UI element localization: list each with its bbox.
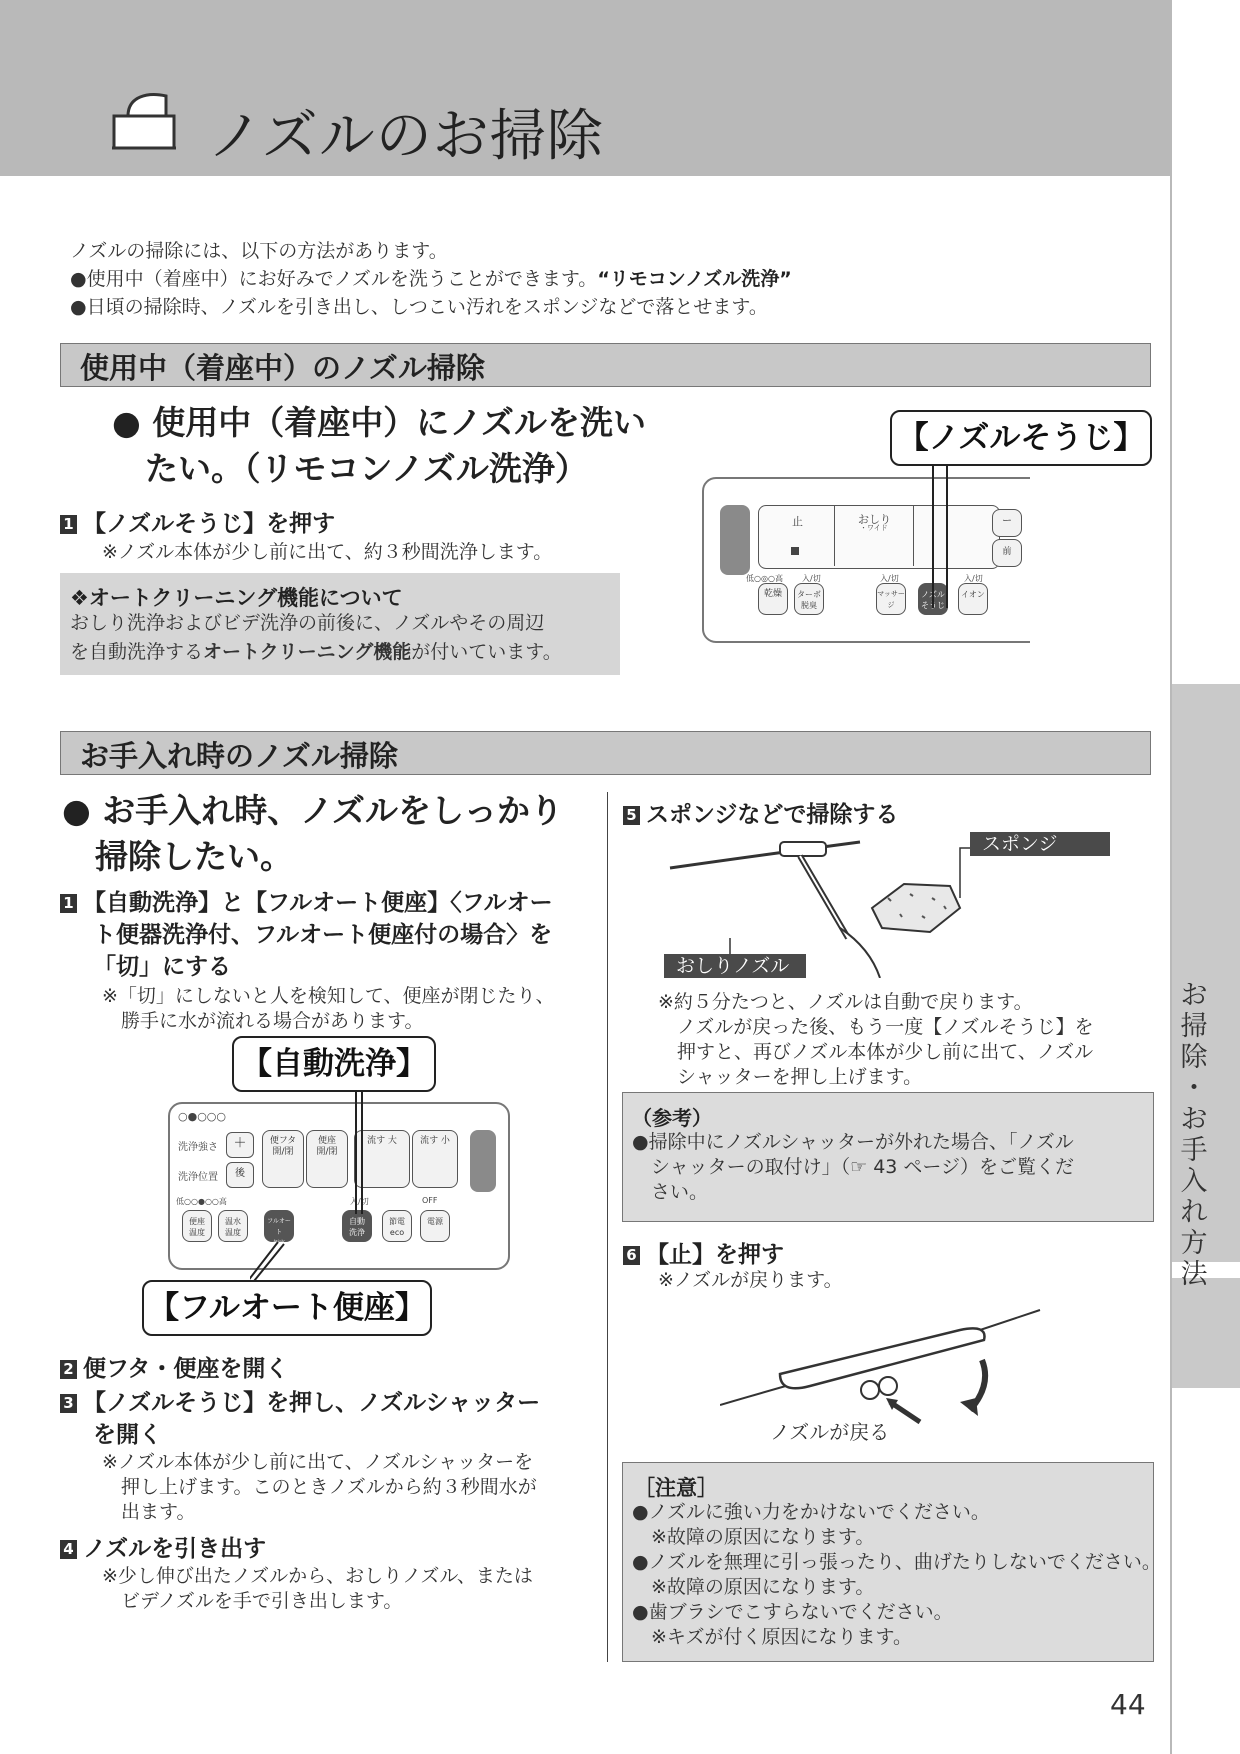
section2-heading: ● お手入れ時、ノズルをしっかり 掃除したい。	[62, 791, 563, 876]
oshiri-nozzle-tag: おしりノズル	[664, 954, 806, 978]
eco-button[interactable]: 節電 eco	[382, 1210, 412, 1242]
section2-step5-note: ※約５分たつと、ノズルは自動で戻ります。 ノズルが戻った後、もう一度【ノズルそうじ】を 押すと、再びノズル本体が少し前に出て、ノズル シャッターを押し上げます。	[658, 991, 1094, 1088]
callout-leader-1	[925, 466, 955, 616]
nozzle-clean-callout: 【ノズルそうじ】	[890, 410, 1152, 466]
reference-text: ●掃除中にノズルシャッターが外れた場合、「ノズル シャッターの取付け」（☞ 43 ページ）をご覧くだ さい。	[632, 1131, 1075, 1203]
dry-button[interactable]: 乾燥	[758, 583, 788, 615]
intro-line-3: ●日頃の掃除時、ノズルを引き出し、しつこい汚れをスポンジなどで落とせます。	[70, 296, 768, 318]
auto-flush-button[interactable]: 自動 洗浄	[342, 1210, 372, 1242]
seat-open-close-button[interactable]: 便座 開/閉	[306, 1130, 348, 1188]
section2-step5: 5 スポンジなどで掃除する	[623, 796, 898, 829]
seat-temp-button[interactable]: 便座 温度	[182, 1210, 212, 1242]
section1-heading: ● 使用中（着座中）にノズルを洗い たい。（リモコンノズル洗浄）	[112, 403, 646, 488]
side-tab-label: お 掃 除 ・ お 手 入 れ 方 法	[1180, 980, 1208, 1290]
section2-title: お手入れ時のノズル掃除	[80, 739, 398, 773]
callout-leaders-2	[250, 1090, 380, 1286]
section2-step3-note: ※ノズル本体が少し前に出て、ノズルシャッターを 押し上げます。このときノズルから約３秒間水が 出ます。	[102, 1451, 537, 1523]
section2-step1-line3: 「切」にする	[93, 954, 231, 980]
position-back-button[interactable]: 後	[226, 1162, 254, 1188]
flush-large-button[interactable]: 流す 大	[354, 1130, 410, 1188]
stop-button-label: 止	[792, 515, 803, 528]
remote-divider	[834, 506, 835, 566]
caution-text: ●ノズルに強い力をかけないでください。 ※故障の原因になります。 ●ノズルを無理に引っ張ったり、曲げたりしないでください。 ※故障の原因になります。 ●歯ブラシでこすらないでください。 ※キズが付く原因になります。	[632, 1501, 1161, 1648]
section1-step1-note: ※ノズル本体が少し前に出て、約３秒間洗浄します。	[102, 541, 553, 563]
remote-sensor	[720, 505, 750, 575]
section2-step3-line1: 3 【ノズルそうじ】を押し、ノズルシャッター	[60, 1384, 540, 1417]
remote-panel-1	[700, 475, 1030, 645]
oshiri-button-label: おしり	[858, 513, 891, 526]
remote2-onoff-label: 入/切	[350, 1197, 369, 1206]
full-auto-seat-callout: 【フルオート便座】	[142, 1280, 432, 1336]
section2-step1-line1: 1 【自動洗浄】と【フルオート便座】〈フルオー	[60, 884, 553, 917]
section2-step4-note: ※少し伸び出たノズルから、おしりノズル、または ビデノズルを手で引き出します。	[102, 1565, 533, 1612]
level-label: 低○◎○高	[746, 574, 783, 583]
page-number: 44	[1110, 1688, 1146, 1721]
section1-title: 使用中（着座中）のノズル掃除	[80, 351, 485, 385]
toilet-seat-icon	[108, 86, 182, 158]
minus-button[interactable]: ー	[992, 509, 1022, 537]
auto-flush-callout: 【自動洗浄】	[232, 1036, 436, 1092]
onoff-label-2: 入/切	[880, 574, 899, 583]
section2-step2: 2 便フタ・便座を開く	[60, 1350, 288, 1383]
lid-open-close-button[interactable]: 便フタ 開/閉	[262, 1130, 304, 1188]
water-temp-button[interactable]: 温水 温度	[218, 1210, 248, 1242]
auto-clean-text-2: を自動洗浄するオートクリーニング機能が付いています。	[70, 641, 562, 663]
flush-small-button[interactable]: 流す 小	[412, 1130, 458, 1188]
auto-clean-title: ❖オートクリーニング機能について	[70, 586, 403, 610]
onoff-label-3: 入/切	[964, 574, 983, 583]
column-divider	[607, 792, 608, 1662]
sponge-tag: スポンジ	[970, 832, 1110, 856]
ion-button[interactable]: イオン	[958, 583, 988, 615]
front-button[interactable]: 前	[992, 539, 1022, 567]
remote-divider-2	[913, 506, 914, 566]
stop-button-mark	[791, 547, 799, 555]
section2-step6-note: ※ノズルが戻ります。	[658, 1269, 843, 1291]
strength-dots: ○●○○○	[178, 1110, 226, 1123]
section2-step1-line2: ト便器洗浄付、フルオート便座付の場合〉を	[93, 922, 553, 948]
intro-line-2: ●使用中（着座中）にお好みでノズルを洗うことができます。“リモコンノズル洗浄”	[70, 268, 792, 290]
nozzle-return-label: ノズルが戻る	[770, 1420, 890, 1444]
auto-clean-text-1: おしり洗浄およびビデ洗浄の前後に、ノズルやその周辺	[70, 612, 545, 634]
remote2-off-label: OFF	[422, 1196, 438, 1205]
turbo-deodorize-button[interactable]: ターボ 脱臭	[794, 583, 824, 615]
remote-sensor-2	[470, 1130, 496, 1192]
caution-title: ［注意］	[634, 1476, 718, 1500]
full-auto-seat-button[interactable]: フルオート 便座	[264, 1210, 294, 1242]
section1-step1: 1 【ノズルそうじ】を押す	[60, 505, 335, 538]
oshiri-wide-label: ・ワイド	[860, 524, 888, 532]
section2-step3-line2: を開く	[93, 1422, 162, 1448]
reference-title: （参考）	[632, 1106, 712, 1130]
nozzle-clean-button[interactable]: ノズル そうじ	[918, 583, 948, 615]
strength-label: 洗浄強さ	[178, 1142, 218, 1153]
section2-step6: 6 【止】を押す	[623, 1236, 784, 1269]
page-title: ノズルのお掃除	[207, 104, 604, 169]
section2-step4: 4 ノズルを引き出す	[60, 1530, 266, 1563]
temp-level-label: 低○○●○○高	[176, 1197, 227, 1206]
strength-plus-button[interactable]: ＋	[226, 1132, 254, 1158]
onoff-label: 入/切	[802, 574, 821, 583]
intro-line-1: ノズルの掃除には、以下の方法があります。	[70, 240, 448, 262]
position-label: 洗浄位置	[178, 1172, 218, 1183]
massage-button[interactable]: マッサージ	[876, 583, 906, 615]
section2-step1-note: ※「切」にしないと人を検知して、便座が閉じたり、 勝手に水が流れる場合があります。	[102, 985, 555, 1032]
power-button[interactable]: 電源	[420, 1210, 450, 1242]
